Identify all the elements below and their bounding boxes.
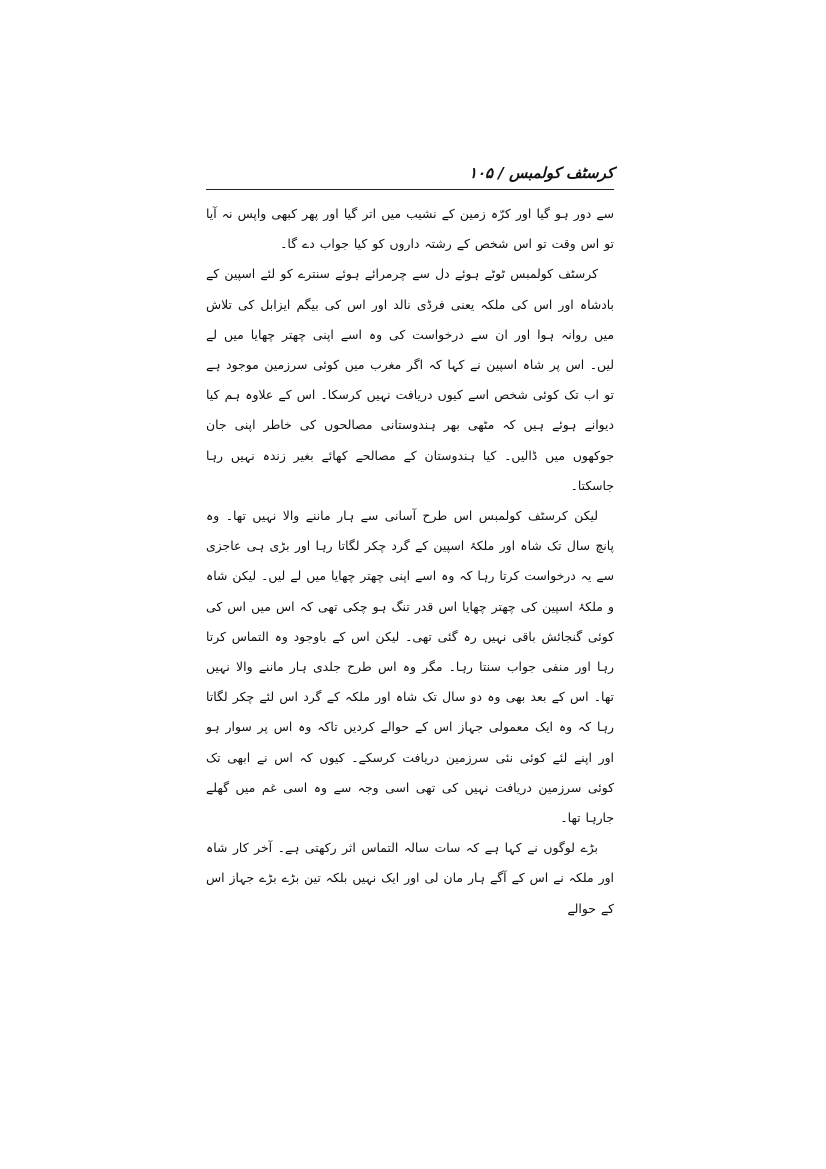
paragraph-2: کرسٹف کولمبس ٹوٹے ہوئے دل سے چرمرائے ہوئے سنترے کو لئے اسپین کے بادشاہ اور اس کی ملکہ یعنی فرڈی نالد اور اس کی بیگم ایزابل کی تلاش میں روانہ ہوا اور ان سے درخواست کی وہ اسے اپنی چھتر چھایا میں لے لیں۔ اس پر شاہ اسپین نے کہا کہ اگر مغرب میں کوئی سرزمین موجود ہے تو اب تک کوئی شخص اسے کیوں دریافت نہیں کرسکا۔ اس کے علاوہ ہم کیا دیوانے ہوئے ہیں کہ مٹھی بھر ہندوستانی مصالحوں کی خاطر اپنی جان جوکھوں میں ڈالیں۔ کیا ہندوستان کے مصالحے کھائے بغیر زندہ نہیں رہا جاسکتا۔ [206, 266, 614, 493]
running-header [206, 160, 614, 186]
running-title: کرسٹف کولمبس / ۱۰۵ [468, 164, 614, 182]
paragraph-3: لیکن کرسٹف کولمبس اس طرح آسانی سے ہار ماننے والا نہیں تھا۔ وہ پانچ سال تک شاہ اور ملکۂ اسپین کے گرد چکر لگاتا رہا اور بڑی ہی عاجزی سے یہ درخواست کرتا رہا کہ وہ اسے اپنی چھتر چھایا میں لے لیں۔ لیکن شاہ و ملکۂ اسپین کی چھتر چھایا اس قدر تنگ ہو چکی تھی کہ اس میں اس کی کوئی گنجائش باقی نہیں رہ گئی تھی۔ لیکن اس کے باوجود وہ التماس کرتا رہا اور منفی جواب سنتا رہا۔ مگر وہ اس طرح جلدی ہار ماننے والا نہیں تھا۔ اس کے بعد بھی وہ دو سال تک شاہ اور ملکہ کے گرد اس لئے چکر لگاتا رہا کہ وہ ایک معمولی جہاز اس کے حوالے کردیں تاکہ وہ اس پر سوار ہو اور اپنے لئے کوئی نئی سرزمین دریافت کرسکے۔ کیوں کہ اس نے ابھی تک کوئی سرزمین دریافت نہیں کی تھی اسی وجہ سے وہ اسی غم میں گھلے جارہا تھا۔ [206, 508, 614, 826]
header-divider [206, 189, 614, 190]
paragraph-1: سے دور ہو گیا اور کرّہ زمین کے نشیب میں اتر گیا اور پھر کبھی واپس نہ آیا تو اس وقت تو اس شخص کے رشتہ داروں کو کیا جواب دے گا۔ [206, 206, 614, 252]
body-text [206, 199, 614, 924]
paragraph-4: بڑے لوگوں نے کہا ہے کہ سات سالہ التماس اثر رکھتی ہے۔ آخر کار شاہ اور ملکہ نے اس کے آگے ہار مان لی اور ایک نہیں بلکہ تین بڑے بڑے جہاز اس کے حوالے [206, 840, 614, 916]
